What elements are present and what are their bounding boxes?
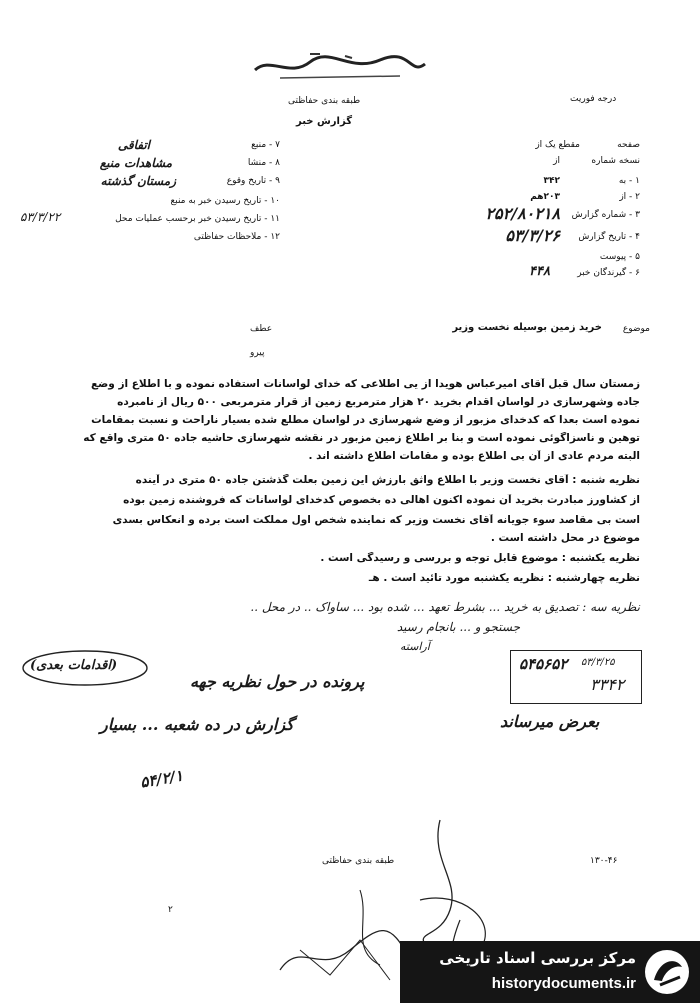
body-line: از کشاورز مبادرت بخرید آن نموده اکنون اهالی ده بخصوص کدخدای لواسانات که فروشنده زمین بوده (123, 494, 640, 506)
body-line: نظریه شنبه : آقای نخست وزیر با اطلاع واثق بارزش این زمین بعلت گذشتن جاده ۵۰ متری در آینده (135, 474, 640, 486)
field-label-source: ۷ - منبع (251, 140, 280, 150)
field-value-occurrence-date: زمستان گذشته (100, 174, 176, 188)
field-value-copy: از (553, 156, 560, 166)
field-value-source: اتفاقی (117, 138, 150, 152)
field-value-news-arrival: ۵۳/۳/۲۲ (20, 210, 61, 224)
subject-label: موضوع (622, 324, 650, 334)
field-value-from: ۲۰۳هم (530, 192, 560, 202)
handwritten-signature: آراسته (400, 640, 430, 653)
stamp-number: ۵۴۵۶۵۲ (519, 655, 568, 673)
handwritten-line: گزارش در ده شعبه ... بسیار (100, 715, 294, 734)
archive-logo-icon (642, 947, 692, 997)
field-label-security-notes: ۱۲ - ملاحظات حفاظتی (193, 232, 280, 242)
stamp-annotation: ۳۳۴۲ (590, 675, 625, 694)
field-label-page: صفحه (617, 140, 640, 150)
body-line: موضوع در محل داشته است . (490, 532, 640, 544)
watermark-banner (400, 941, 700, 1003)
form-code: ۱۳۰-۴۶ (590, 856, 618, 866)
field-label-report-number: ۳ - شماره گزارش (571, 210, 640, 220)
field-value-origin: مشاهدات منبع (99, 156, 172, 170)
classification-bottom: طبقه بندی حفاظتی (322, 856, 395, 866)
body-line: البته مردم عادی از آن بی اطلاع بوده و مقامات اطلاع داشته اند . (308, 450, 640, 462)
circle-mark (20, 648, 150, 688)
field-value-to: ۳۴۲ (543, 176, 560, 186)
handwritten-line: بعرض میرساند (500, 712, 600, 731)
field-label-news-arrival: ۱۱ - تاریخ رسیدن خبر برحسب عملیات محل (115, 214, 280, 224)
ref-label-peyro: پیرو (250, 348, 265, 358)
stamp-date: ۵۳/۳/۲۵ (581, 657, 615, 668)
top-scribble (250, 48, 430, 84)
handwritten-note: نظریه سه : تصدیق به خرید ... بشرط تعهد ... شده بود ... ساواک .. در محل .. (250, 600, 640, 614)
circled-note: (اقدامات بعدی) (30, 658, 118, 673)
field-value-report-number: ۲۵۲/۸۰۲۱۸ (485, 204, 560, 223)
classification-top: طبقه بندی حفاظتی (288, 96, 361, 106)
body-line: نموده است بعدا که کدخدای مزبور از وضع شهرسازی در لواسان مطلع شده بسیار ناراحت و نسبت بمقامات (91, 414, 640, 426)
field-label-occurrence-date: ۹ - تاریخ وقوع (226, 176, 280, 186)
field-label-origin: ۸ - منشا (247, 158, 280, 168)
subject-value: خرید زمین بوسیله نخست وزیر (452, 322, 602, 333)
page-mark: ۲ (168, 905, 173, 915)
scribble-mark (250, 48, 430, 84)
field-label-to: ۱ - به (618, 176, 640, 186)
body-line: است بی مقاصد سوء جویانه آقای نخست وزیر که نماینده شخص اول مملکت است برده و انعکاس بسدی (112, 514, 640, 526)
opinion-line: نظریه چهارشنبه : نظریه یکشنبه مورد تائید است . هـ (368, 572, 640, 584)
priority-label: درجه فوریت (570, 94, 617, 104)
left-field-row (20, 158, 280, 174)
handwritten-note: جستجو و ... بانجام رسید (396, 620, 520, 634)
left-field-row (20, 176, 280, 192)
watermark-url: historydocuments.ir (491, 975, 636, 992)
field-label-news-to-source: ۱۰ - تاریخ رسیدن خبر به منبع (170, 196, 280, 206)
field-value-page: مقطع یک از (535, 140, 580, 150)
right-field-list (380, 140, 640, 290)
handwritten-line: پرونده در حول نظریه جهه (190, 672, 365, 691)
field-label-attachment: ۵ - پیوست (599, 252, 640, 262)
field-label-from: ۲ - از (619, 192, 640, 202)
left-field-row (20, 232, 280, 248)
body-line: زمستان سال قبل آقای امیرعباس هویدا از یی اطلاعی که خدای لواسانات استفاده نموده و با اطلاع از وضع (90, 378, 640, 390)
field-label-report-date: ۴ - تاریخ گزارش (578, 232, 640, 242)
report-title: گزارش خبر (296, 116, 353, 127)
watermark-title: مرکز بررسی اسناد تاریخی (439, 949, 636, 967)
opinion-line: نظریه یکشنبه : موضوع قابل توجه و بررسی و رسیدگی است . (320, 552, 640, 564)
field-label-recipients: ۶ - گیرندگان خبر (577, 268, 640, 278)
body-line: جاده وشهرسازی در لواسان اقدام بخرید ۲۰ هزار مترمربع زمین از قرار مترمربعی ۵۰۰ ریال از نامبرده (117, 396, 640, 408)
body-line: توهین و ناسزاگوئی نموده است و بنا بر اطلاع زمین مزبور در نقشه شهرسازی حاشیه جاده ۵۰ متری واقع که (83, 432, 640, 444)
field-value-recipients: ۴۴۸ (529, 264, 550, 279)
handwritten-date: ۵۴/۲/۱ (138, 766, 185, 792)
field-value-report-date: ۵۳/۳/۲۶ (505, 226, 560, 245)
field-label-copy: نسخه شماره (591, 156, 640, 166)
left-field-row (20, 140, 280, 156)
ref-label-atf: عطف (250, 324, 273, 334)
